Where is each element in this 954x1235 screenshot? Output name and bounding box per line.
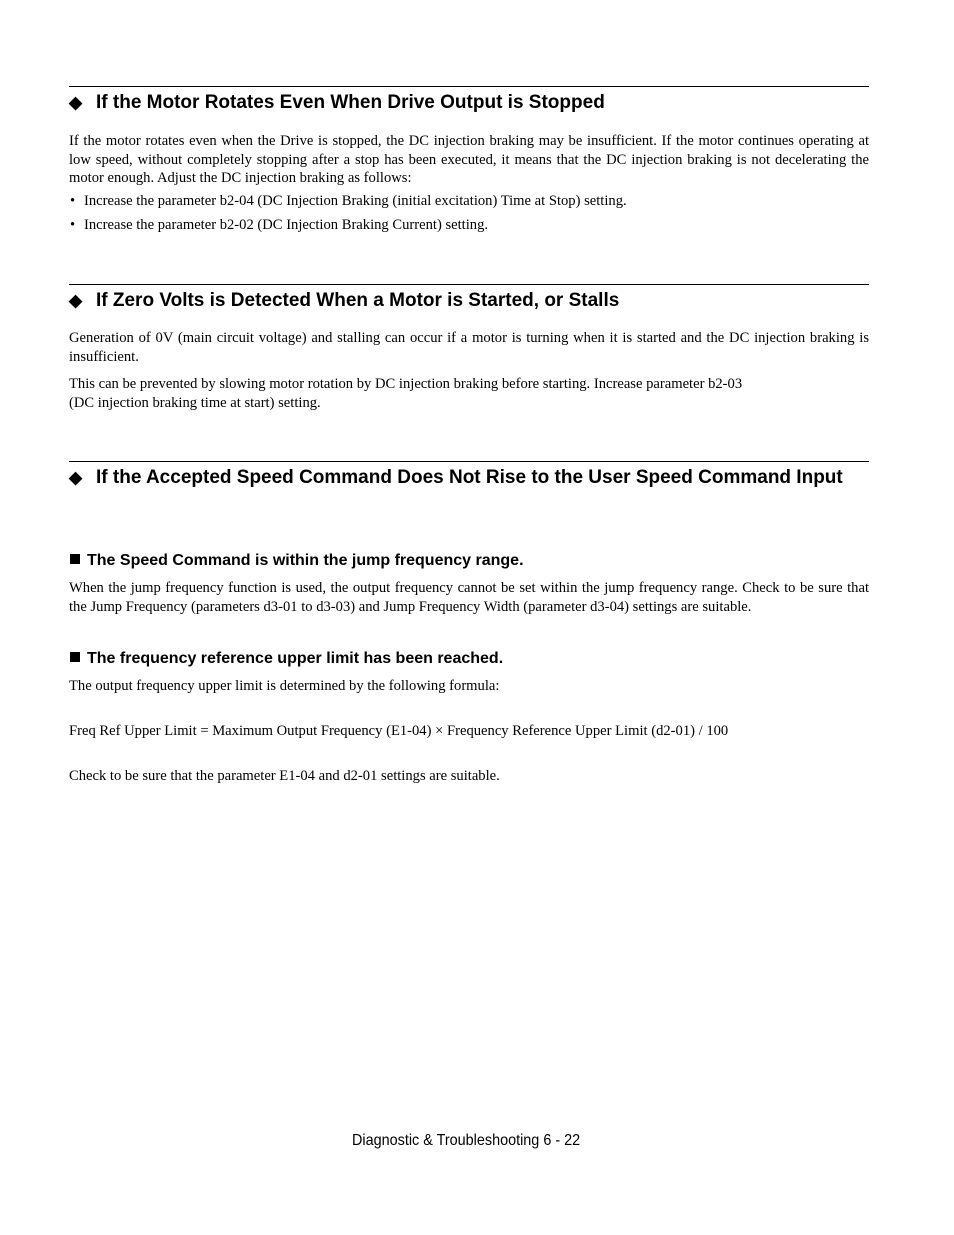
subsection-heading: [69, 551, 869, 571]
paragraph: If the motor rotates even when the Drive is stopped, the DC injection braking may be insufficient. If the motor continues operating at low speed, without completely stopping after a stop has been executed, it means that the DC injection braking is not decelerating the motor enough. Adjust the DC injection braking as follows:: [69, 133, 869, 186]
bullet-icon: •: [70, 217, 76, 233]
diamond-icon: ◆: [69, 291, 83, 310]
section-heading: [69, 288, 869, 314]
square-icon: [70, 554, 80, 564]
subsection-heading-text: The frequency reference upper limit has been reached.: [87, 650, 504, 667]
diamond-icon: ◆: [69, 93, 83, 112]
list-item-text: Increase the parameter b2-02 (DC Injection Braking Current) setting.: [84, 217, 489, 233]
subsection-heading: [69, 649, 869, 669]
section-heading-text: If the Accepted Speed Command Does Not Rise to the User Speed Command Input: [96, 467, 843, 488]
section-heading-text: If Zero Volts is Detected When a Motor is Started, or Stalls: [96, 290, 620, 311]
paragraph: [69, 375, 869, 412]
page-footer: Diagnostic & Troubleshooting 6 - 22: [352, 1132, 581, 1149]
paragraph-line: This can be prevented by slowing motor rotation by DC injection braking before starting. Increase parameter b2-03: [69, 376, 743, 392]
section-divider: [69, 86, 869, 87]
subsection-heading-text: The Speed Command is within the jump frequency range.: [87, 552, 524, 569]
section-divider: [69, 284, 869, 285]
paragraph: When the jump frequency function is used, the output frequency cannot be set within the jump frequency range. Check to be sure that the Jump Frequency (parameters d3-01 to d3-03) and Jump Frequency Width (parameter d3-04) settings are suitable.: [69, 580, 869, 615]
bullet-icon: •: [70, 193, 76, 209]
section-heading: [69, 90, 869, 116]
section-divider: [69, 461, 869, 462]
section-heading: [69, 465, 869, 491]
section-heading-text: If the Motor Rotates Even When Drive Output is Stopped: [96, 92, 605, 113]
list-item: [69, 216, 869, 235]
list-item: [69, 192, 869, 211]
paragraph: The output frequency upper limit is determined by the following formula:: [69, 678, 500, 694]
paragraph: Generation of 0V (main circuit voltage) and stalling can occur if a motor is turning when it is started and the DC injection braking is insufficient.: [69, 330, 869, 365]
list-item-text: Increase the parameter b2-04 (DC Injection Braking (initial excitation) Time at Stop) setting.: [84, 193, 627, 209]
paragraph-line: (DC injection braking time at start) setting.: [69, 394, 321, 411]
paragraph: Check to be sure that the parameter E1-04 and d2-01 settings are suitable.: [69, 768, 500, 784]
formula: Freq Ref Upper Limit = Maximum Output Frequency (E1-04) × Frequency Reference Upper Limit (d2-01) / 100: [69, 723, 729, 739]
square-icon: [70, 652, 80, 662]
diamond-icon: ◆: [69, 468, 83, 487]
